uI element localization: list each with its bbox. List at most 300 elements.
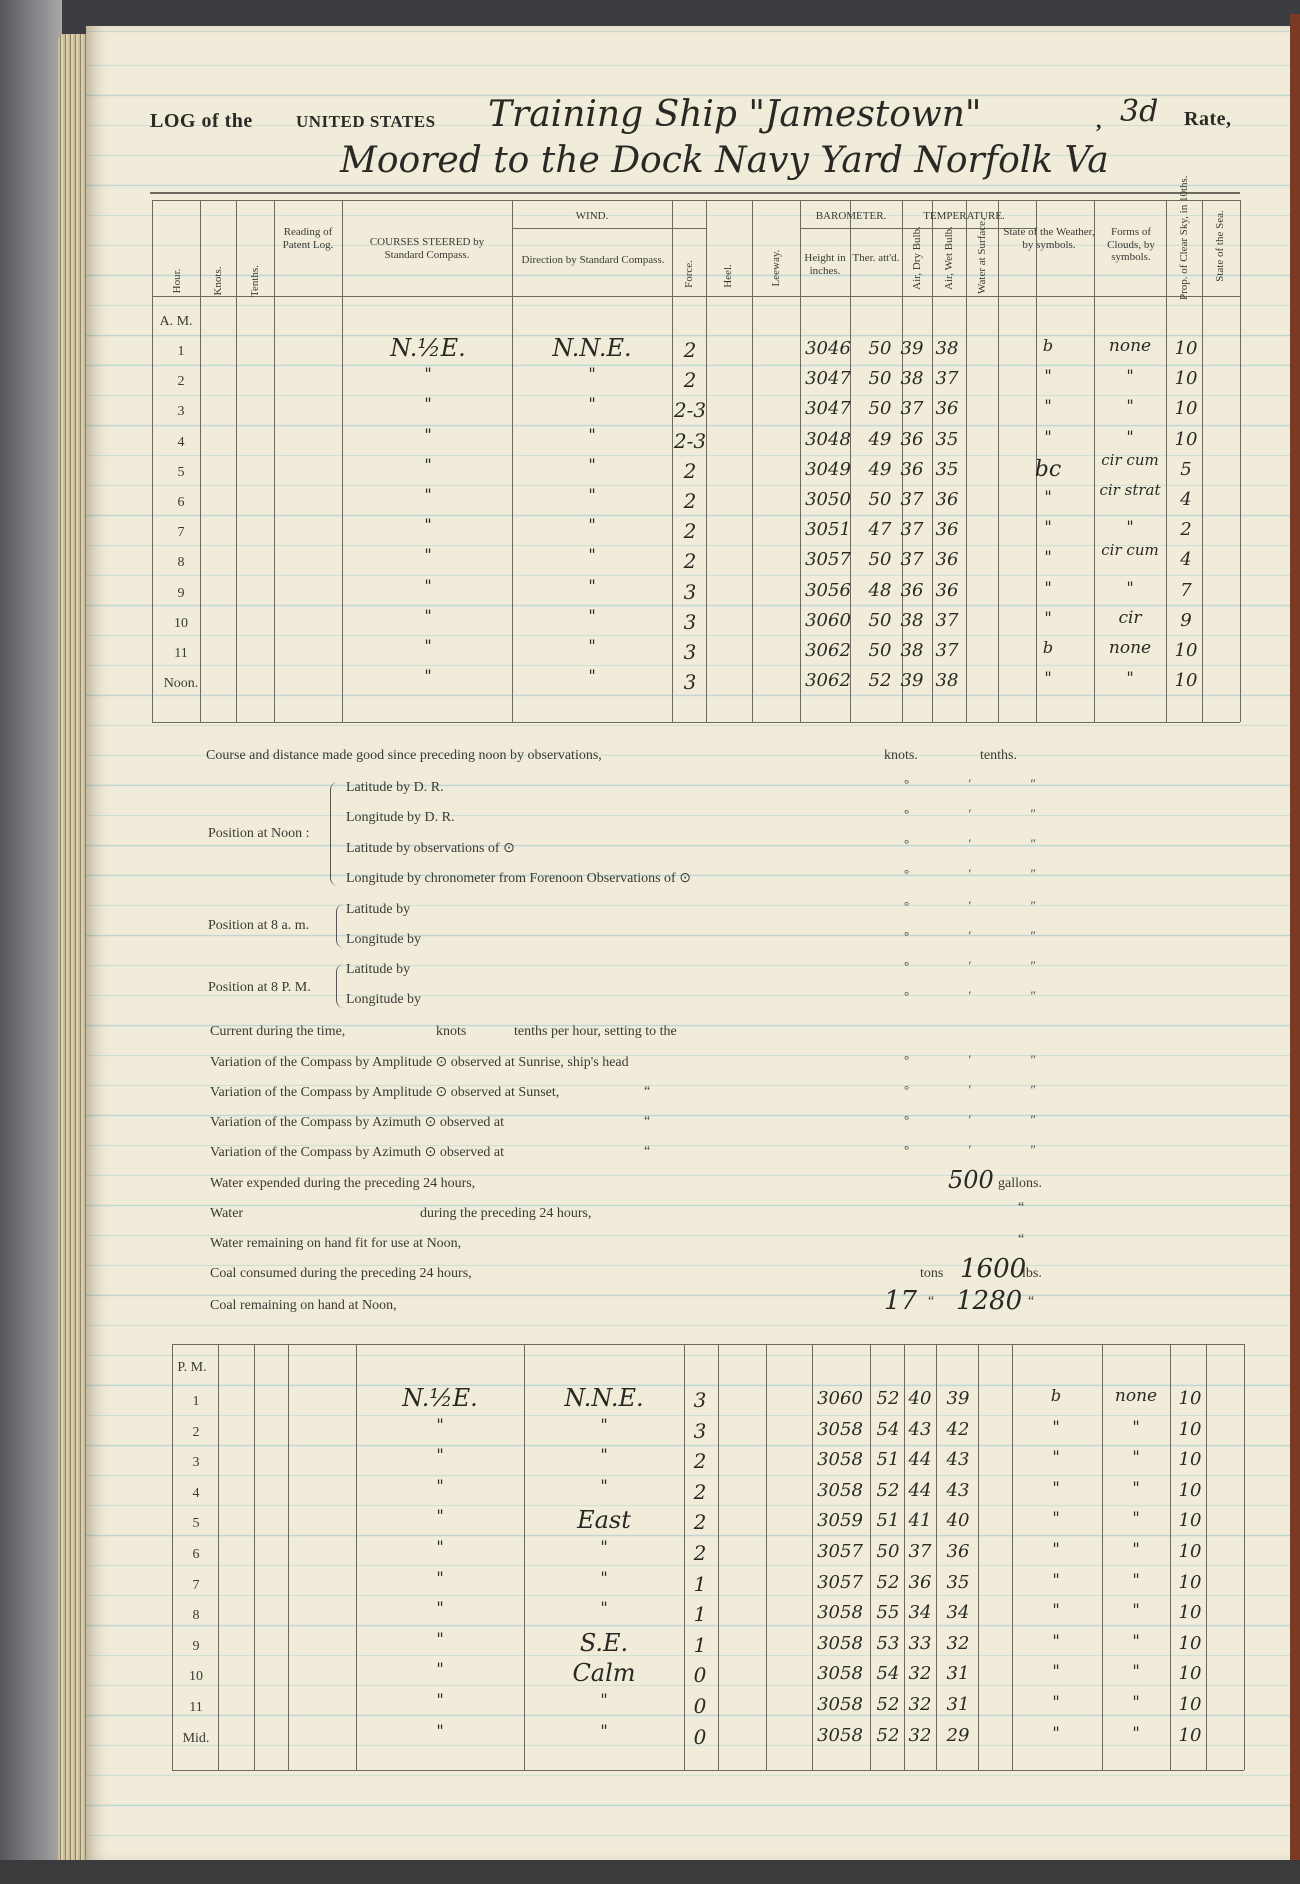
pm-force-cell: 1 xyxy=(693,1602,707,1627)
pm-clouds-cell: none xyxy=(1114,1386,1158,1406)
pm-course-cell: " xyxy=(436,1690,444,1709)
variation-sunrise-label: Variation of the Compass by Amplitude ⊙ observed at Sunrise, ship's head xyxy=(210,1055,629,1070)
pm-wet-bulb-cell: 42 xyxy=(946,1418,970,1440)
lat-8pm-label: Latitude by xyxy=(346,962,411,977)
variation-sunset-label: Variation of the Compass by Amplitude ⊙ observed at Sunset, xyxy=(210,1085,560,1100)
am-weather-cell: b xyxy=(1042,336,1054,355)
pm-force-cell: 0 xyxy=(693,1663,707,1688)
am-hour-cell: 8 xyxy=(177,555,185,571)
tenths-label: tenths. xyxy=(980,748,1017,763)
am-clouds-cell: cir xyxy=(1118,607,1142,628)
am-course-cell: " xyxy=(424,605,432,625)
am-hour-cell: 10 xyxy=(174,615,188,631)
pm-weather-cell: " xyxy=(1052,1692,1060,1711)
tenths-col-header: Tenths. xyxy=(249,265,261,297)
am-hour-cell: 6 xyxy=(177,495,185,510)
pm-barometer-cell: 3057 xyxy=(817,1541,863,1562)
table-rule-vertical xyxy=(978,1344,979,1770)
pm-clouds-cell: " xyxy=(1132,1692,1140,1711)
pm-wet-bulb-cell: 29 xyxy=(946,1724,970,1746)
pm-weather-cell: " xyxy=(1052,1722,1060,1742)
pm-clear-sky-cell: 10 xyxy=(1178,1602,1202,1624)
pm-dry-bulb-cell: 32 xyxy=(908,1694,932,1715)
am-weather-cell: " xyxy=(1044,366,1052,386)
am-hour-cell: 1 xyxy=(177,344,185,359)
am-force-cell: 3 xyxy=(683,579,697,604)
leeway-col-header: Leeway. xyxy=(770,249,782,287)
rate-label: Rate, xyxy=(1184,108,1232,130)
table-rule-horizontal xyxy=(512,228,706,229)
pm-dry-bulb-cell: 37 xyxy=(908,1541,932,1562)
pm-wet-bulb-cell: 34 xyxy=(946,1602,970,1624)
pm-clouds-cell: " xyxy=(1132,1600,1140,1620)
am-clouds-cell: cir strat xyxy=(1099,481,1161,499)
lat-8am-label: Latitude by xyxy=(346,902,411,917)
pm-wind-cell: " xyxy=(600,1475,608,1495)
am-dry-bulb-cell: 38 xyxy=(900,609,924,631)
degree-marks: ° ′ ″ xyxy=(904,836,1064,851)
pm-course-cell: " xyxy=(436,1506,444,1526)
pm-barometer-cell: 3058 xyxy=(817,1663,863,1685)
am-wet-bulb-cell: 37 xyxy=(935,609,959,631)
log-of-label: LOG of the xyxy=(150,110,253,132)
ditto-mark: “ xyxy=(1018,1200,1025,1215)
am-wind-cell: " xyxy=(588,605,596,625)
am-dry-bulb-cell: 36 xyxy=(900,579,924,601)
am-force-cell: 3 xyxy=(683,670,697,695)
patent-log-col-header: Reading of Patent Log. xyxy=(282,226,334,251)
pm-hour-cell: 8 xyxy=(192,1608,200,1624)
ditto-mark: “ xyxy=(644,1084,651,1099)
am-force-cell: 2 xyxy=(683,519,697,544)
am-clouds-cell: " xyxy=(1126,366,1134,386)
pm-dry-bulb-cell: 36 xyxy=(908,1571,932,1593)
am-course-cell: " xyxy=(424,485,432,504)
pm-ther-cell: 51 xyxy=(876,1449,900,1471)
pm-hour-cell: 11 xyxy=(189,1700,203,1715)
am-force-cell: 2-3 xyxy=(673,398,707,423)
am-wet-bulb-cell: 37 xyxy=(935,640,959,661)
pm-wet-bulb-cell: 39 xyxy=(946,1388,970,1409)
am-hour-cell: 11 xyxy=(174,646,188,661)
pm-wind-cell: " xyxy=(600,1567,608,1587)
am-wet-bulb-cell: 36 xyxy=(935,579,959,601)
am-ther-cell: 50 xyxy=(868,640,892,661)
pm-wind-cell: N.N.E. xyxy=(564,1384,644,1412)
pm-ther-cell: 52 xyxy=(876,1479,900,1501)
pm-wind-cell: " xyxy=(600,1445,608,1465)
am-clouds-cell: " xyxy=(1126,577,1134,597)
pm-clouds-cell: " xyxy=(1132,1477,1140,1497)
pm-wet-bulb-cell: 36 xyxy=(946,1541,970,1562)
pm-barometer-cell: 3058 xyxy=(817,1479,863,1501)
am-clouds-cell: cir cum xyxy=(1101,450,1159,469)
pm-barometer-cell: 3058 xyxy=(817,1602,863,1624)
degree-marks: ° ′ ″ xyxy=(904,1142,1064,1157)
current-label: Current during the time, xyxy=(210,1024,346,1039)
lat-dr-label: Latitude by D. R. xyxy=(346,780,444,795)
pm-hour-cell: 3 xyxy=(192,1455,200,1471)
am-hour-cell: 2 xyxy=(177,374,185,390)
am-weather-cell: " xyxy=(1044,607,1052,627)
water-remaining-label: Water remaining on hand fit for use at Noon, xyxy=(210,1236,462,1251)
am-weather-cell: " xyxy=(1044,668,1052,688)
am-ther-cell: 50 xyxy=(868,549,892,571)
water-surface-col-header: Water at Surface. xyxy=(976,218,988,294)
am-course-cell: " xyxy=(424,424,432,444)
water-expended-label: Water expended during the preceding 24 hours, xyxy=(210,1176,476,1191)
table-rule-vertical xyxy=(766,1344,767,1770)
am-hour-cell: Noon. xyxy=(163,676,199,692)
pm-hour-cell: Mid. xyxy=(182,1730,210,1746)
am-wind-cell: N.N.E. xyxy=(552,334,632,362)
water-during-rest-label: during the preceding 24 hours, xyxy=(420,1206,592,1221)
am-clear-sky-cell: 10 xyxy=(1174,338,1198,359)
am-course-cell: N.½E. xyxy=(390,334,466,362)
table-rule-vertical xyxy=(752,200,753,722)
pm-ther-cell: 53 xyxy=(876,1632,900,1654)
am-weather-cell: " xyxy=(1044,547,1052,567)
noon-brace xyxy=(330,782,341,886)
pm-ther-cell: 54 xyxy=(876,1418,900,1440)
coal-remaining-tons: 17 xyxy=(884,1286,918,1316)
table-rule-vertical xyxy=(1094,200,1095,722)
am-barometer-cell: 3049 xyxy=(805,458,851,480)
am-wet-bulb-cell: 36 xyxy=(935,549,959,571)
pm-force-cell: 2 xyxy=(693,1479,707,1504)
am-ther-cell: 50 xyxy=(868,398,892,420)
lat-obs-label: Latitude by observations of ⊙ xyxy=(346,841,515,856)
pm-course-cell: " xyxy=(436,1475,444,1495)
scan-background-left xyxy=(0,0,62,1884)
lon-dr-label: Longitude by D. R. xyxy=(346,810,455,825)
heel-col-header: Heel. xyxy=(722,264,734,288)
pm-barometer-cell: 3058 xyxy=(817,1449,863,1471)
pm-ther-cell: 52 xyxy=(876,1694,900,1715)
force-col-header: Force. xyxy=(683,260,695,288)
position-8pm-label: Position at 8 P. M. xyxy=(208,980,311,995)
8pm-brace xyxy=(336,964,345,1008)
pm-wet-bulb-cell: 40 xyxy=(946,1510,970,1532)
pm-weather-cell: " xyxy=(1052,1477,1060,1497)
am-force-cell: 3 xyxy=(683,640,697,664)
pm-clouds-cell: " xyxy=(1132,1661,1140,1681)
dry-bulb-col-header: Air, Dry Bulb. xyxy=(911,226,923,290)
wet-bulb-col-header: Air, Wet Bulb. xyxy=(943,226,955,290)
pm-clouds-cell: " xyxy=(1132,1722,1140,1742)
am-force-cell: 2-3 xyxy=(673,428,707,453)
am-clouds-cell: none xyxy=(1108,336,1152,356)
am-clear-sky-cell: 4 xyxy=(1180,549,1192,571)
am-clear-sky-cell: 7 xyxy=(1180,579,1192,601)
am-weather-cell: bc xyxy=(1034,456,1062,482)
am-hour-cell: 5 xyxy=(177,464,185,480)
table-rule-vertical xyxy=(356,1344,357,1770)
table-rule-vertical xyxy=(1170,1344,1171,1770)
pm-hour-cell: 7 xyxy=(192,1577,200,1593)
am-course-cell: " xyxy=(424,394,432,414)
am-wind-cell: " xyxy=(588,454,596,474)
pm-dry-bulb-cell: 34 xyxy=(908,1602,932,1624)
clear-sky-col-header: Prop. of Clear Sky, in 10ths. xyxy=(1178,175,1190,300)
am-wind-cell: " xyxy=(588,394,596,414)
degree-marks: ° ′ ″ xyxy=(904,988,1064,1003)
pm-wet-bulb-cell: 43 xyxy=(946,1479,970,1501)
table-rule-horizontal xyxy=(172,1344,1244,1345)
pm-clouds-cell: " xyxy=(1132,1539,1140,1558)
am-ther-cell: 50 xyxy=(868,609,892,631)
pm-weather-cell: " xyxy=(1052,1661,1060,1681)
pm-barometer-cell: 3057 xyxy=(817,1571,863,1593)
am-ther-cell: 47 xyxy=(868,519,892,541)
table-rule-horizontal xyxy=(152,296,1240,297)
am-label: A. M. xyxy=(159,314,193,329)
table-rule-vertical xyxy=(1012,1344,1013,1770)
am-wind-cell: " xyxy=(588,666,596,686)
pm-clouds-cell: " xyxy=(1132,1630,1140,1650)
am-clear-sky-cell: 10 xyxy=(1174,398,1198,420)
current-knots-label: knots xyxy=(436,1024,467,1039)
pm-weather-cell: " xyxy=(1052,1508,1060,1528)
pm-wind-cell: " xyxy=(600,1537,608,1556)
am-ther-cell: 52 xyxy=(868,670,892,692)
am-dry-bulb-cell: 37 xyxy=(900,489,924,510)
position-8am-label: Position at 8 a. m. xyxy=(208,918,310,933)
am-barometer-cell: 3050 xyxy=(805,489,851,510)
pm-weather-cell: b xyxy=(1050,1386,1062,1405)
am-hour-cell: 7 xyxy=(177,525,185,541)
table-rule-vertical xyxy=(524,1344,525,1770)
pm-wind-cell: Calm xyxy=(572,1659,636,1688)
am-wind-cell: " xyxy=(588,485,596,504)
am-clear-sky-cell: 10 xyxy=(1174,670,1198,692)
variation-azimuth-1-label: Variation of the Compass by Azimuth ⊙ observed at xyxy=(210,1115,505,1130)
lon-chron-label: Longitude by chronometer from Forenoon Observations of ⊙ xyxy=(346,871,691,886)
table-rule-horizontal xyxy=(150,192,1240,194)
am-wet-bulb-cell: 37 xyxy=(935,368,959,390)
book-cover-edge xyxy=(1290,14,1300,1864)
pm-ther-cell: 52 xyxy=(876,1724,900,1746)
table-rule-vertical xyxy=(288,1344,289,1770)
pm-course-cell: " xyxy=(436,1659,444,1679)
am-ther-cell: 49 xyxy=(868,458,892,480)
pm-clear-sky-cell: 10 xyxy=(1178,1479,1202,1501)
coal-consumed-value: 1600 xyxy=(960,1254,1027,1284)
pm-dry-bulb-cell: 32 xyxy=(908,1724,932,1746)
am-barometer-cell: 3046 xyxy=(805,338,851,359)
table-rule-vertical xyxy=(152,200,153,722)
pm-force-cell: 1 xyxy=(693,1571,707,1596)
pm-dry-bulb-cell: 44 xyxy=(908,1449,932,1471)
am-force-cell: 2 xyxy=(683,489,697,513)
am-dry-bulb-cell: 37 xyxy=(900,549,924,571)
pm-wind-cell: " xyxy=(600,1598,608,1618)
pm-clear-sky-cell: 10 xyxy=(1178,1632,1202,1654)
am-force-cell: 2 xyxy=(683,549,697,574)
pm-barometer-cell: 3058 xyxy=(817,1694,863,1715)
am-clear-sky-cell: 10 xyxy=(1174,428,1198,450)
am-wet-bulb-cell: 38 xyxy=(935,670,959,692)
pm-wet-bulb-cell: 31 xyxy=(946,1694,970,1715)
table-rule-vertical xyxy=(512,200,513,722)
am-weather-cell: " xyxy=(1044,577,1052,597)
water-expended-value: 500 xyxy=(948,1166,994,1194)
barometer-col-header: BAROMETER. xyxy=(815,210,887,222)
am-course-cell: " xyxy=(424,454,432,474)
pm-weather-cell: " xyxy=(1052,1447,1060,1467)
am-ther-cell: 48 xyxy=(868,579,892,601)
degree-marks: ° ′ ″ xyxy=(904,1112,1064,1127)
am-wet-bulb-cell: 36 xyxy=(935,398,959,420)
pm-force-cell: 2 xyxy=(693,1510,707,1535)
am-wind-cell: " xyxy=(588,424,596,444)
pm-label: P. M. xyxy=(177,1360,207,1375)
ditto-mark: “ xyxy=(1018,1232,1025,1247)
pm-course-cell: " xyxy=(436,1414,444,1434)
degree-marks: ° ′ ″ xyxy=(904,806,1064,821)
am-ther-cell: 49 xyxy=(868,428,892,450)
am-barometer-cell: 3047 xyxy=(805,368,851,390)
am-weather-cell: " xyxy=(1044,426,1052,446)
table-rule-vertical xyxy=(1240,200,1241,722)
am-course-cell: " xyxy=(424,515,432,535)
coal-remaining-lbs: 1280 xyxy=(956,1286,1023,1316)
ther-col-header: Ther. att'd. xyxy=(852,252,900,264)
am-barometer-cell: 3062 xyxy=(805,670,851,692)
sea-col-header: State of the Sea. xyxy=(1214,210,1226,282)
temperature-col-header: TEMPERATURE. xyxy=(923,210,1005,222)
am-force-cell: 2 xyxy=(683,368,697,393)
pm-clear-sky-cell: 10 xyxy=(1178,1724,1202,1746)
am-dry-bulb-cell: 36 xyxy=(900,458,924,480)
knots-label: knots. xyxy=(884,748,918,763)
pm-wind-cell: S.E. xyxy=(579,1628,629,1657)
pm-ther-cell: 51 xyxy=(876,1510,900,1532)
am-ther-cell: 50 xyxy=(868,489,892,510)
pm-barometer-cell: 3058 xyxy=(817,1418,863,1440)
location-line: Moored to the Dock Navy Yard Norfolk Va xyxy=(340,140,1109,181)
pm-hour-cell: 9 xyxy=(192,1638,200,1654)
pm-weather-cell: " xyxy=(1052,1539,1060,1558)
pm-ther-cell: 52 xyxy=(876,1571,900,1593)
table-rule-vertical xyxy=(236,200,237,722)
am-barometer-cell: 3060 xyxy=(805,609,851,631)
am-force-cell: 3 xyxy=(683,609,697,634)
pm-dry-bulb-cell: 41 xyxy=(908,1510,932,1532)
am-clouds-cell: " xyxy=(1126,426,1134,446)
table-rule-vertical xyxy=(342,200,343,722)
pm-course-cell: N.½E. xyxy=(402,1384,478,1412)
am-dry-bulb-cell: 37 xyxy=(900,519,924,541)
am-force-cell: 2 xyxy=(683,338,697,362)
ditto-mark: “ xyxy=(1028,1294,1035,1309)
am-barometer-cell: 3056 xyxy=(805,579,851,601)
am-weather-cell: " xyxy=(1044,517,1052,537)
pm-weather-cell: " xyxy=(1052,1630,1060,1650)
pm-dry-bulb-cell: 40 xyxy=(908,1388,932,1409)
pm-course-cell: " xyxy=(436,1598,444,1618)
pm-clouds-cell: " xyxy=(1132,1416,1140,1436)
courses-col-header: COURSES STEERED by Standard Compass. xyxy=(369,236,485,261)
am-clear-sky-cell: 10 xyxy=(1174,368,1198,390)
pm-wet-bulb-cell: 35 xyxy=(946,1571,970,1593)
am-wet-bulb-cell: 38 xyxy=(935,338,959,359)
am-hour-cell: 9 xyxy=(177,585,185,601)
pm-wind-cell: " xyxy=(600,1690,608,1709)
pm-ther-cell: 50 xyxy=(876,1541,900,1562)
pm-clouds-cell: " xyxy=(1132,1447,1140,1467)
am-course-cell: " xyxy=(424,545,432,565)
pm-clear-sky-cell: 10 xyxy=(1178,1571,1202,1593)
pm-clear-sky-cell: 10 xyxy=(1178,1449,1202,1471)
ditto-mark: “ xyxy=(644,1144,651,1159)
pm-ther-cell: 54 xyxy=(876,1663,900,1685)
degree-marks: ° ′ ″ xyxy=(904,928,1064,943)
pm-hour-cell: 10 xyxy=(189,1669,203,1685)
am-weather-cell: " xyxy=(1044,487,1052,506)
am-course-cell: " xyxy=(424,575,432,595)
am-course-cell: " xyxy=(424,364,432,384)
am-course-cell: " xyxy=(424,666,432,686)
am-wind-cell: " xyxy=(588,636,596,655)
am-ther-cell: 50 xyxy=(868,338,892,359)
degree-marks: ° ′ ″ xyxy=(904,1082,1064,1097)
pm-barometer-cell: 3058 xyxy=(817,1632,863,1654)
pm-clouds-cell: " xyxy=(1132,1508,1140,1528)
weather-col-header: State of the Weather, by symbols. xyxy=(1003,226,1095,251)
table-rule-vertical xyxy=(998,200,999,722)
pm-hour-cell: 2 xyxy=(192,1424,200,1440)
degree-marks: ° ′ ″ xyxy=(904,776,1064,791)
am-clouds-cell: none xyxy=(1108,638,1152,658)
pm-hour-cell: 4 xyxy=(192,1485,200,1501)
8am-brace xyxy=(336,904,345,948)
am-wind-cell: " xyxy=(588,575,596,595)
pm-hour-cell: 1 xyxy=(192,1394,200,1409)
height-col-header: Height in inches. xyxy=(804,252,846,277)
am-barometer-cell: 3057 xyxy=(805,549,851,571)
coal-remaining-label: Coal remaining on hand at Noon, xyxy=(210,1298,397,1313)
am-wet-bulb-cell: 36 xyxy=(935,489,959,510)
pm-dry-bulb-cell: 33 xyxy=(908,1632,932,1654)
gallons-label: gallons. xyxy=(998,1176,1042,1191)
pm-weather-cell: " xyxy=(1052,1416,1060,1436)
pm-wind-cell: " xyxy=(600,1720,608,1740)
pm-course-cell: " xyxy=(436,1537,444,1556)
pm-force-cell: 2 xyxy=(693,1449,707,1474)
table-rule-vertical xyxy=(936,1344,937,1770)
am-clouds-cell: " xyxy=(1126,396,1134,416)
am-dry-bulb-cell: 38 xyxy=(900,640,924,661)
pm-force-cell: 1 xyxy=(693,1632,707,1657)
am-dry-bulb-cell: 39 xyxy=(900,338,924,359)
pm-clouds-cell: " xyxy=(1132,1569,1140,1589)
am-clouds-cell: " xyxy=(1126,517,1134,537)
degree-marks: ° ′ ″ xyxy=(904,898,1064,913)
table-rule-vertical xyxy=(1166,200,1167,722)
am-dry-bulb-cell: 38 xyxy=(900,368,924,390)
pm-hour-cell: 5 xyxy=(192,1516,200,1532)
table-rule-horizontal xyxy=(172,1770,1244,1771)
pm-ther-cell: 55 xyxy=(876,1602,900,1624)
pm-clear-sky-cell: 10 xyxy=(1178,1541,1202,1562)
pm-clear-sky-cell: 10 xyxy=(1178,1694,1202,1715)
am-clear-sky-cell: 4 xyxy=(1180,489,1192,510)
am-dry-bulb-cell: 37 xyxy=(900,398,924,420)
table-rule-vertical xyxy=(200,200,201,722)
pm-ther-cell: 52 xyxy=(876,1388,900,1409)
am-dry-bulb-cell: 36 xyxy=(900,428,924,450)
